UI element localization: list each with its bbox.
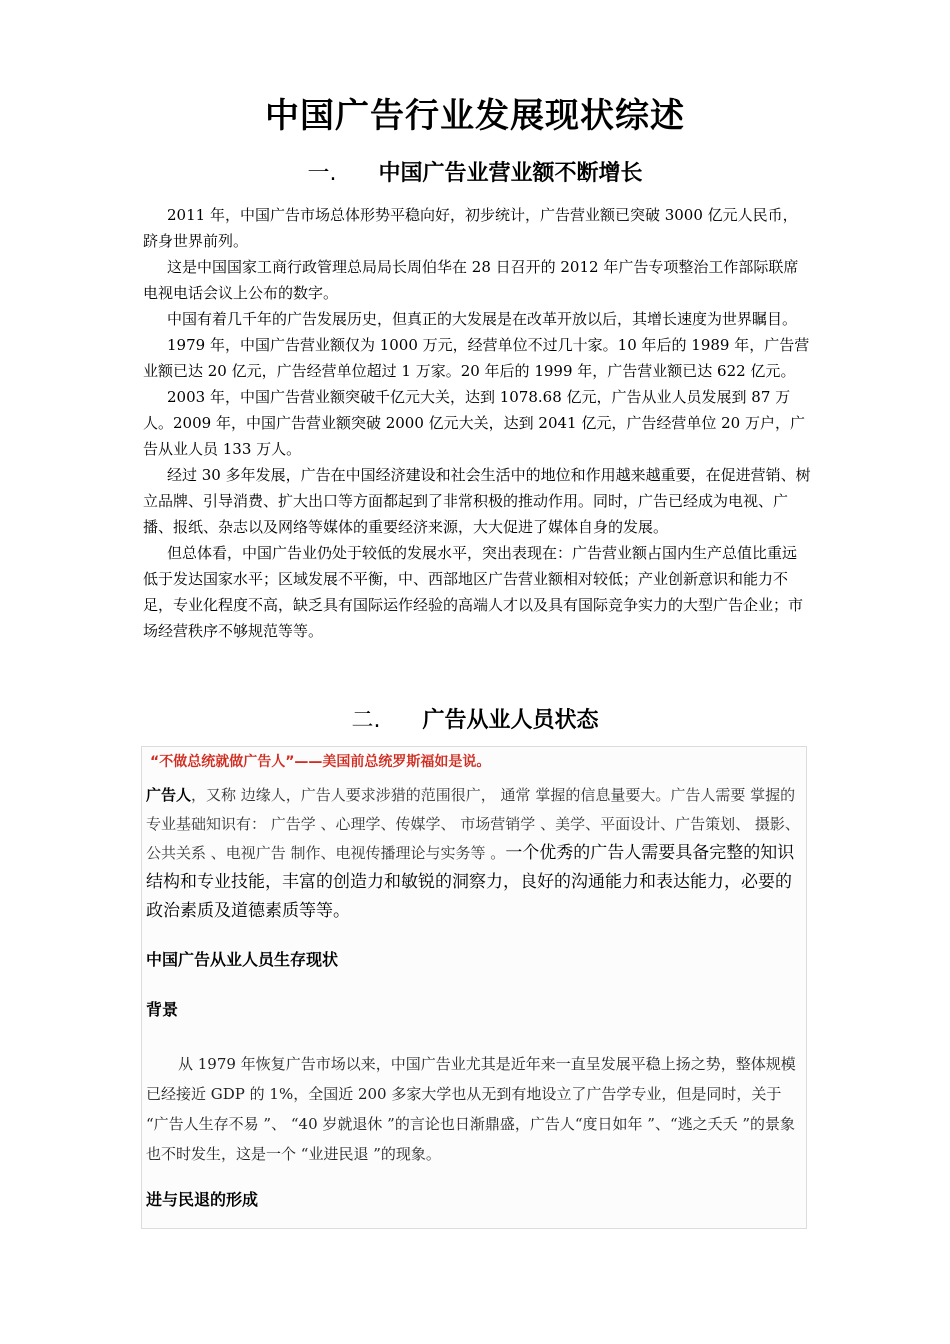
section-2-title: 广告从业人员状态: [422, 708, 599, 733]
section-1-title: 中国广告业营业额不断增长: [378, 161, 643, 186]
roosevelt-quote: “不做总统就做广告人”——美国前总统罗斯福如是说。: [150, 754, 491, 770]
intro-term: 广告人: [146, 786, 192, 804]
section-1-body: [143, 202, 811, 644]
subheading-status: 中国广告从业人员生存现状: [146, 950, 339, 969]
paragraph: 1979 年，中国广告营业额仅为 1000 万元，经营单位不过几十家。10 年后的 1989 年，广告营业额已达 20 亿元，广告经营单位超过 1 万家。20 年后的 1999 年，广告营业额已达 622 亿元。: [143, 336, 810, 380]
ad-person-intro: [146, 781, 802, 926]
paragraph: 但总体看，中国广告业仍处于较低的发展水平，突出表现在：广告营业额占国内生产总值比重远低于发达国家水平；区域发展不平衡，中、西部地区广告营业额相对较低；产业创新意识和能力不足，专业化程度不高，缺乏具有国际运作经验的高端人才以及具有国际竞争实力的大型广告企业；市场经营秩序不够规范等等。: [143, 544, 804, 640]
paragraph: 2003 年，中国广告营业额突破千亿元大关，达到 1078.68 亿元，广告从业人员发展到 87 万人。2009 年，中国广告营业额突破 2000 亿元大关，达到 2041 亿元，广告经营单位 20 万户，广告从业人员 133 万人。: [143, 388, 805, 458]
background-paragraph: 从 1979 年恢复广告市场以来，中国广告业尤其是近年来一直呈发展平稳上扬之势，整体规模已经接近 GDP 的 1%，全国近 200 多家大学也从无到有地设立了广告学专业，但是同时，关于 “广告人生存不易 ”、 “40 岁就退休 ”的言论也日渐鼎盛，广告人“度日如年 ”、“逃之夭夭 ”的景象也不时发生，这是一个 “业进民退 ”的现象。: [146, 1055, 796, 1163]
subheading-background: 背景: [146, 1000, 179, 1019]
intro-large-text: 一个优秀的广告人需要具备完整的知识结构和专业技能，丰富的创造力和敏锐的洞察力，良好的沟通能力和表达能力，必要的政治素质及道德素质等等。: [146, 843, 795, 921]
paragraph: 这是中国国家工商行政管理总局局长周伯华在 28 日召开的 2012 年广告专项整治工作部际联席电视电话会议上公布的数字。: [143, 258, 799, 302]
document-title: 中国广告行业发展现状综述: [265, 96, 685, 136]
embedded-article-box: [141, 746, 807, 1229]
paragraph: 经过 30 多年发展，广告在中国经济建设和社会生活中的地位和作用越来越重要，在促进营销、树立品牌、引导消费、扩大出口等方面都起到了非常积极的推动作用。同时，广告已经成为电视、广播、报纸、杂志以及网络等媒体的重要经济来源，大大促进了媒体自身的发展。: [143, 466, 811, 536]
paragraph: 2011 年，中国广告市场总体形势平稳向好，初步统计，广告营业额已突破 3000 亿元人民币，跻身世界前列。: [143, 206, 798, 250]
section-1-number: 一.: [307, 161, 337, 186]
section-1-heading: [0, 156, 950, 187]
intro-text: ，又称 边缘人，广告人要求涉猎的范围很广， 通常 掌握的信息量要大。广告人需要 掌握的专业基础知识有： 广告学 、心理学、传媒学、 市场营销学 、美学、平面设计、广告策划、 摄影、公共关系 、电视广告 制作、电视传播理论与实务等 。: [146, 786, 800, 862]
section-2-heading: [0, 703, 950, 734]
section-2-number: 二.: [351, 708, 381, 733]
subheading-formation: 进与民退的形成: [146, 1190, 259, 1209]
paragraph: 中国有着几千年的广告发展历史，但真正的大发展是在改革开放以后，其增长速度为世界瞩目。: [167, 310, 798, 328]
